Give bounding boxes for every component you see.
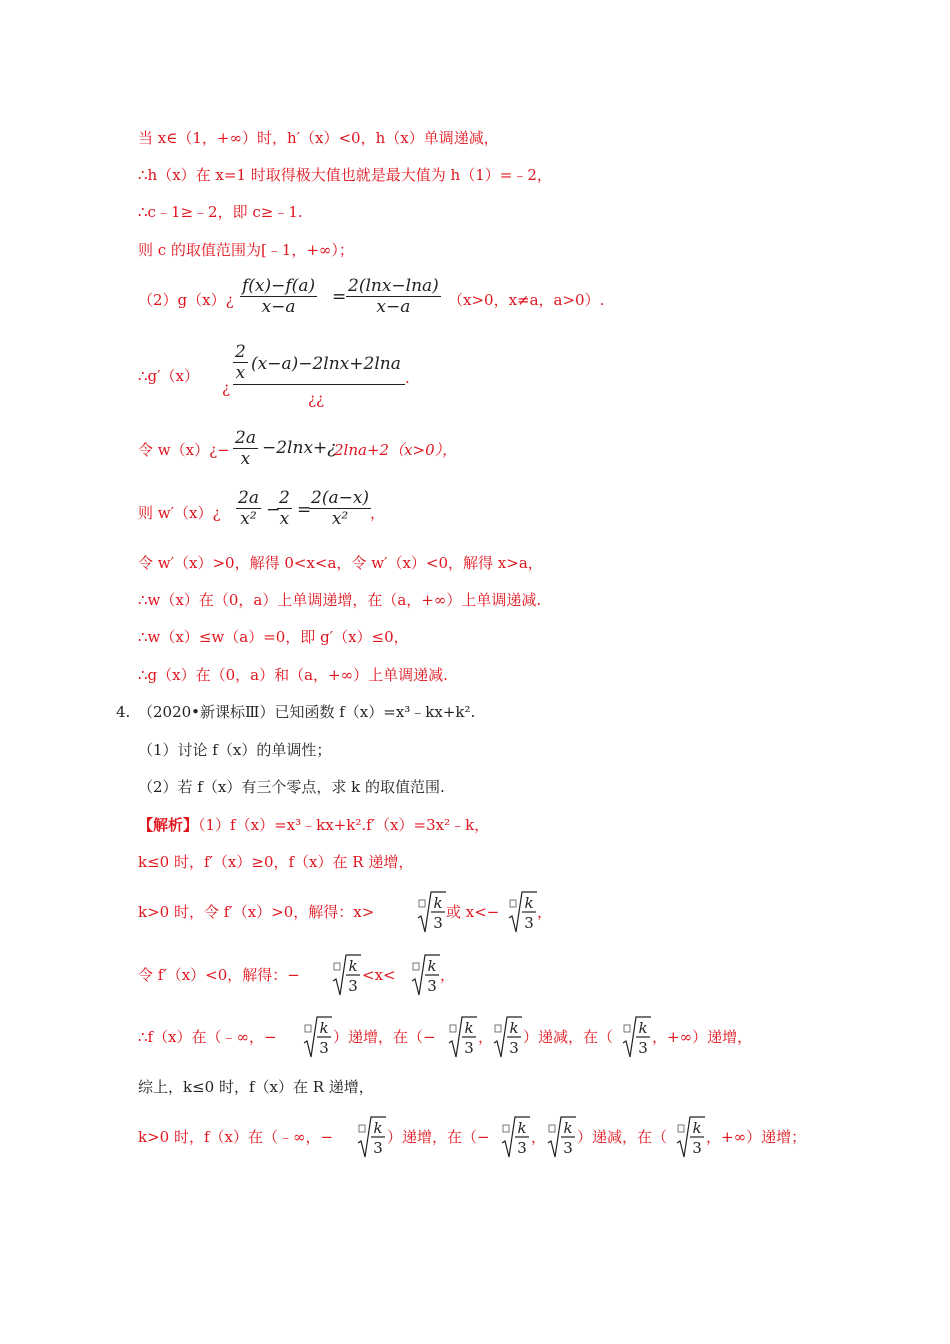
solution-line: ∴f（x）在（﹣∞，− xyxy=(138,1028,277,1046)
fraction xyxy=(240,276,317,317)
solution-line: 或 x<− xyxy=(446,903,500,921)
root-index-box xyxy=(503,1125,509,1132)
solution-line: ， xyxy=(478,1028,494,1046)
radical-sign xyxy=(500,1113,530,1159)
cube-root xyxy=(492,1013,522,1059)
radical-sign xyxy=(492,1013,522,1059)
text-line: ∴h（x）在 x=1 时取得极大值也就是最大值为 h（1）=﹣2， xyxy=(138,166,552,184)
cube-root xyxy=(675,1113,705,1159)
fraction-bar xyxy=(233,384,405,385)
text-line: 则 c 的取值范围为[﹣1，+∞）； xyxy=(138,241,354,259)
denominator: x−a xyxy=(376,297,411,317)
problem-part-2: （2）若 f（x）有三个零点，求 k 的取值范围. xyxy=(138,778,445,796)
root-denominator: 3 xyxy=(464,1039,474,1057)
equals-sign: = xyxy=(332,287,347,307)
root-numerator: k xyxy=(464,1019,474,1037)
numerator: 2(lnx−lna) xyxy=(348,276,439,296)
root-denominator: 3 xyxy=(517,1139,527,1157)
root-numerator: k xyxy=(373,1119,383,1137)
text-line: ∴w（x）在（0，a）上单调递增，在（a，+∞）上单调递减. xyxy=(138,591,542,609)
solution-line: ）递减，在（ xyxy=(577,1128,668,1146)
radical-sign xyxy=(356,1113,386,1159)
solution-line: k>0 时，令 f′（x）>0，解得：x> xyxy=(138,903,375,921)
root-denominator: 3 xyxy=(509,1039,519,1057)
root-numerator: k xyxy=(563,1119,573,1137)
solution-line: ）递增，在（− xyxy=(387,1128,490,1146)
small-fraction: 2 x xyxy=(235,342,246,383)
root-index-box xyxy=(549,1125,555,1132)
fraction: 2(a−x) x² xyxy=(311,488,370,529)
root-denominator: 3 xyxy=(348,977,358,995)
root-index-box xyxy=(359,1125,365,1132)
solution-line: k≤0 时，f′（x）≥0，f（x）在 R 递增， xyxy=(138,853,414,871)
root-index-box xyxy=(334,963,340,970)
text-line: 当 x∈（1，+∞）时，h′（x）<0，h（x）单调递减， xyxy=(138,129,499,147)
cube-root xyxy=(410,951,440,997)
solution-line: 【解析】（1）f（x）=x³﹣kx+k².f′（x）=3x²﹣k， xyxy=(138,816,490,834)
fraction: 2a x² xyxy=(238,488,259,529)
root-index-box xyxy=(305,1025,311,1032)
solution-line: ，+∞）递增， xyxy=(652,1028,753,1046)
cube-root xyxy=(416,888,446,934)
radical-sign xyxy=(675,1113,705,1159)
radical-sign xyxy=(621,1013,651,1059)
root-numerator: k xyxy=(433,894,443,912)
problem-number: 4. xyxy=(116,703,131,721)
root-index-box xyxy=(510,900,516,907)
root-index-box xyxy=(678,1125,684,1132)
root-denominator: 3 xyxy=(638,1039,648,1057)
root-index-box xyxy=(495,1025,501,1032)
root-numerator: k xyxy=(638,1019,648,1037)
text-line: ∴c﹣1≥﹣2，即 c≥﹣1. xyxy=(138,203,303,221)
radical-sign xyxy=(302,1013,332,1059)
root-numerator: k xyxy=(427,957,437,975)
inverted-question-mark: ¿ xyxy=(222,379,231,397)
root-index-box xyxy=(419,900,425,907)
solution-line: 综上，k≤0 时，f（x）在 R 递增， xyxy=(138,1078,374,1096)
text-line: ∴g′（x） xyxy=(138,367,200,385)
solution-line: ， xyxy=(531,1128,547,1146)
radical-sign xyxy=(331,951,361,997)
fraction: 2 x xyxy=(279,488,290,529)
root-numerator: k xyxy=(509,1019,519,1037)
text-line: 则 w′（x）¿ xyxy=(138,504,221,522)
cube-root xyxy=(507,888,537,934)
fraction: 2a x xyxy=(235,428,256,469)
root-numerator: k xyxy=(692,1119,702,1137)
text-line: 2lna+2（x>0）， xyxy=(334,441,458,459)
text-line: ， xyxy=(370,504,386,522)
fraction xyxy=(346,276,441,317)
solution-line: <x< xyxy=(362,966,396,984)
solution-line: ，+∞）递增； xyxy=(706,1128,807,1146)
cube-root xyxy=(500,1113,530,1159)
denominator: x−a xyxy=(261,297,296,317)
cube-root xyxy=(331,951,361,997)
root-index-box xyxy=(450,1025,456,1032)
radical-sign xyxy=(410,951,440,997)
root-denominator: 3 xyxy=(433,914,443,932)
numerator: f(x)−f(a) xyxy=(242,276,316,296)
solution-line: ， xyxy=(440,966,456,984)
radical-sign xyxy=(416,888,446,934)
text-line: 令 w′（x）>0，解得 0<x<a，令 w′（x）<0，解得 x>a， xyxy=(138,554,543,572)
minus-sign: − xyxy=(266,500,281,520)
text-line: . xyxy=(405,369,410,387)
text-line: （2）g（x）¿ xyxy=(138,291,234,309)
cube-root xyxy=(302,1013,332,1059)
solution-line: 令 f′（x）<0，解得：− xyxy=(138,966,300,984)
solution-line: ， xyxy=(537,903,553,921)
solution-line: ）递增，在（− xyxy=(333,1028,436,1046)
root-denominator: 3 xyxy=(319,1039,329,1057)
root-numerator: k xyxy=(319,1019,329,1037)
problem-part-1: （1）讨论 f（x）的单调性； xyxy=(138,741,332,759)
root-numerator: k xyxy=(517,1119,527,1137)
radical-sign xyxy=(507,888,537,934)
radical-sign xyxy=(447,1013,477,1059)
root-index-box xyxy=(624,1025,630,1032)
text-line: 令 w（x）¿− xyxy=(138,441,230,459)
equals-sign: = xyxy=(297,500,312,520)
root-index-box xyxy=(413,963,419,970)
root-denominator: 3 xyxy=(563,1139,573,1157)
root-denominator: 3 xyxy=(524,914,534,932)
cube-root xyxy=(621,1013,651,1059)
root-denominator: 3 xyxy=(427,977,437,995)
expression: −2lnx+¿ xyxy=(262,438,337,458)
denominator: ¿¿ xyxy=(308,390,325,408)
root-denominator: 3 xyxy=(692,1139,702,1157)
cube-root xyxy=(546,1113,576,1159)
text-line: ∴w（x）≤w（a）=0，即 g′（x）≤0， xyxy=(138,628,409,646)
radical-sign xyxy=(546,1113,576,1159)
root-numerator: k xyxy=(348,957,358,975)
problem-stem: （2020•新课标Ⅲ）已知函数 f（x）=x³﹣kx+k². xyxy=(138,703,476,721)
text-line: （x>0，x≠a，a>0）. xyxy=(448,291,605,309)
solution-line: k>0 时，f（x）在（﹣∞，− xyxy=(138,1128,334,1146)
cube-root xyxy=(447,1013,477,1059)
root-denominator: 3 xyxy=(373,1139,383,1157)
numerator-rest: (x−a)−2lnx+2lna xyxy=(251,354,401,374)
solution-line: ）递减，在（ xyxy=(523,1028,614,1046)
cube-root xyxy=(356,1113,386,1159)
solution-tag: 【解析】 xyxy=(138,816,199,834)
root-numerator: k xyxy=(524,894,534,912)
text-line: ∴g（x）在（0，a）和（a，+∞）上单调递减. xyxy=(138,666,448,684)
